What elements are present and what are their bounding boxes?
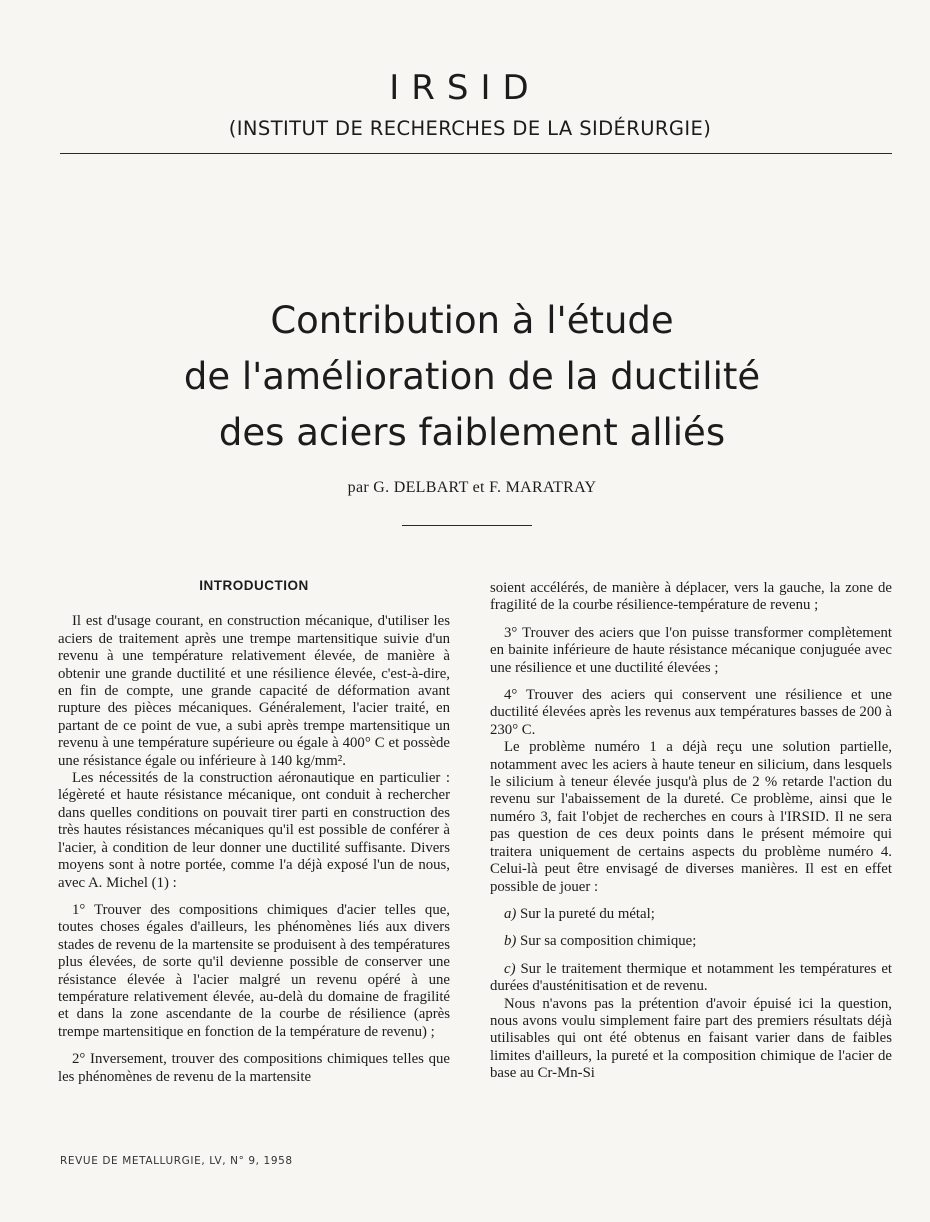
list-label: b) [504,933,517,950]
paragraph: Il est d'usage courant, en construction mécanique, d'utiliser les aciers de traitement après une trempe martensitique suivie d'un revenu à une température relativement élevée, de manière à obtenir une grande ductilité et une résilience élevée, c'est-à-dire, en fin de compte, une grande capacité de déformation avant rupture des pièces mécaniques. Généralement, l'acier traité, en partant de ce point de vue, a subi après trempe martensitique un revenu à une température supérieure ou égale à 400° C et possède une résistance égale ou inférieure à 140 kg/mm². [58,613,450,769]
article-title [0,293,930,461]
list-item-c [490,961,892,996]
journal-section-title: IRSID [389,68,541,108]
list-text: Sur le traitement thermique et notamment les températures et durées d'austénitisation et de revenu. [490,960,892,995]
paragraph: Le problème numéro 1 a déjà reçu une solution partielle, notamment avec les aciers à haute teneur en silicium, dans lesquels le silicium à teneur élevée jusqu'à plus de 2 % retarde l'action du revenu sur l'abaissement de la dureté. Ce problème, ainsi que le numéro 3, fait l'objet de recherches en cours à l'IRSID. Il ne sera pas question de ces deux points dans le présent mémoire qui traitera uniquement de certains aspects du problème numéro 4. Celui-là peut être envisagé de diverses manières. Il est en effet possible de jouer : [490,739,892,895]
left-column [58,575,450,1086]
list-label: a) [504,905,517,922]
article-title-line: de l'amélioration de la ductilité [183,355,761,398]
paragraph: 3° Trouver des aciers que l'on puisse transformer complètement en bainite inférieure de haute résistance mécanique conjuguée avec une résilience et une ductilité élevées ; [490,624,892,676]
paragraph: 4° Trouver des aciers qui conservent une résilience et une ductilité élevées après les revenus aux températures basses de 200 à 230° C. [490,687,892,738]
list-text: Sur sa composition chimique; [516,933,697,950]
article-title-line: Contribution à l'étude [270,299,674,342]
paragraph: 2° Inversement, trouver des compositions chimiques telles que les phénomènes de revenu de la martensite [58,1051,450,1085]
journal-section-subtitle: (INSTITUT DE RECHERCHES DE LA SIDÉRURGIE) [228,117,712,140]
list-item-b [490,933,892,950]
list-text: Sur la pureté du métal; [516,905,655,922]
section-heading: INTRODUCTION [199,578,309,593]
paragraph: Nous n'avons pas la prétention d'avoir épuisé ici la question, nous avons voulu simplement faire part des premiers résultats déjà utilisables qui ont été obtenus en faisant varier dans de faibles limites d'ailleurs, la pureté et la composition chimique de l'acier de base au Cr-Mn-Si [490,995,892,1082]
paragraph: Les nécessités de la construction aéronautique en particulier : légèreté et haute résistance mécanique, ont conduit à rechercher dans quelles conditions on pouvait tirer parti en construction des très hautes résistances mécaniques qu'il est possible de conférer à l'acier, à condition de leur donner une ductilité suffisante. Divers moyens sont à notre portée, comme l'a déjà exposé l'un de nous, avec A. Michel (1) : [58,770,450,891]
paragraph: 1° Trouver des compositions chimiques d'acier telles que, toutes choses égales d'ailleurs, les phénomènes liés aux divers stades de revenu de la martensite se produisent à des températures plus élevées, de sorte qu'il devienne possible de conserver une résistance élevée à l'acier malgré un revenu opéré à une température relativement élevée, au-delà du domaine de fragilité et dans la zone ascendante de la courbe de résilience (après trempe martensitique en fonction de la température de revenu) ; [58,901,450,1040]
journal-citation-footer: REVUE DE METALLURGIE, LV, N° 9, 1958 [60,1155,293,1167]
title-rule [402,525,532,526]
paragraph: soient accélérés, de manière à déplacer, vers la gauche, la zone de fragilité de la courbe résilience-température de revenu ; [490,580,892,614]
header-rule [60,153,892,154]
list-item-a [490,906,892,923]
right-column [490,580,892,1083]
list-label: c) [504,960,516,977]
article-title-line: des aciers faiblement alliés [218,411,726,454]
article-authors: par G. DELBART et F. MARATRAY [347,479,597,496]
